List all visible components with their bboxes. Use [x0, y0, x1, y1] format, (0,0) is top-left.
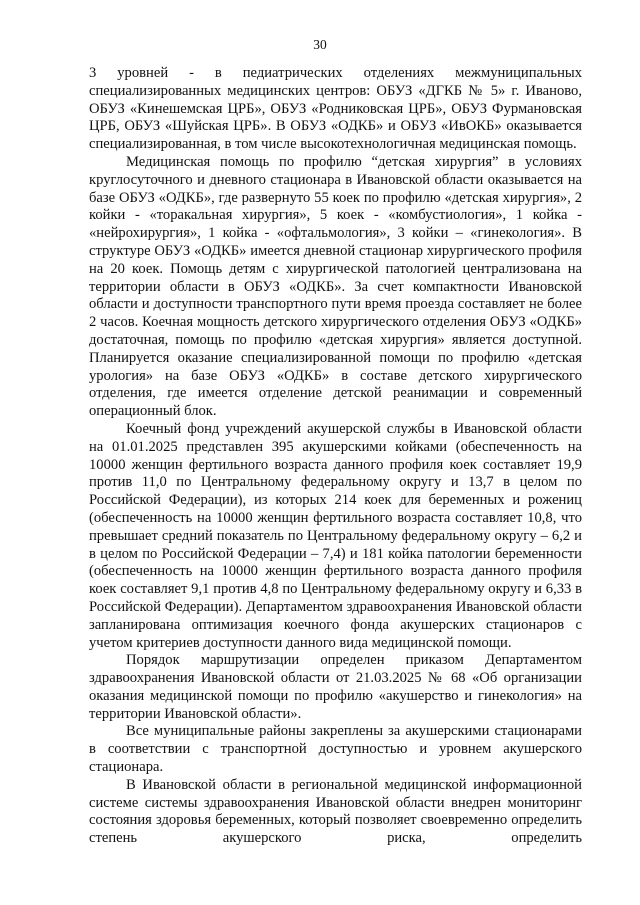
document-body [89, 65, 582, 848]
paragraph-pediatric-centers: 3 уровней - в педиатрических отделениях межмуниципальных специализированных медицинских центров: ОБУЗ «ДГКБ № 5» г. Иваново, ОБУЗ «Кинешемская ЦРБ», ОБУЗ «Родниковская ЦРБ», ОБУЗ Фурмановская ЦРБ, ОБУЗ «Шуйская ЦРБ». В ОБУЗ «ОДКБ» и ОБУЗ «ИвОКБ» оказывается специализированная, в том числе высокотехнологичная медицинская помощь. [89, 65, 582, 153]
paragraph-pregnancy-monitoring: В Ивановской области в региональной медицинской информационной системе системы здравоохранения Ивановской области внедрен мониторинг состояния здоровья беременных, который позволяет своевременно определить степень акушерского риска, определить [89, 776, 582, 847]
paragraph-obstetric-bed-fund: Коечный фонд учреждений акушерской службы в Ивановской области на 01.01.2025 представлен 395 акушерскими койками (обеспеченность на 10000 женщин фертильного возраста данного профиля коек составляет 19,9 против 11,0 по Центральному федеральному округу и 13,7 в целом по Российской Федерации), из которых 214 коек для беременных и рожениц (обеспеченность на 10000 женщин фертильного возраста составляет 10,8, что превышает средний показатель по Центральному федеральному округу – 6,2 и в целом по Российской Федерации – 7,4) и 181 койка патологии беременности (обеспеченность на 10000 женщин фертильного возраста данного профиля коек составляет 9,1 против 4,8 по Центральному федеральному округу и 6,33 в Российской Федерации). Департаментом здравоохранения Ивановской области запланирована оптимизация коечного фонда акушерских стационаров с учетом критериев доступности данного вида медицинской помощи. [89, 420, 582, 651]
paragraph-pediatric-surgery: Медицинская помощь по профилю “детская хирургия” в условиях круглосуточного и дневного стационара в Ивановской области оказывается на базе ОБУЗ «ОДКБ», где развернуто 55 коек по профилю «детская хирургия», 2 койки - «торакальная хирургия», 5 коек - «комбустиология», 1 койка - «нейрохирургия», 1 койка - «офтальмология», 3 койки – «гинекология». В структуре ОБУЗ «ОДКБ» имеется дневной стационар хирургического профиля на 20 коек. Помощь детям с хирургической патологией централизована на территории области в ОБУЗ «ОДКБ». За счет компактности Ивановской области и доступности транспортного пути время проезда составляет не более 2 часов. Коечная мощность детского хирургического отделения ОБУЗ «ОДКБ» достаточная, помощь по профилю «детская хирургия» является доступной. Планируется оказание специализированной помощи по профилю «детская урология» на базе ОБУЗ «ОДКБ» в составе детского хирургического отделения, где имеется отделение детской реанимации и современный операционный блок. [89, 153, 582, 420]
page-number: 30 [313, 37, 327, 52]
paragraph-routing-order: Порядок маршрутизации определен приказом Департаментом здравоохранения Ивановской области от 21.03.2025 № 68 «Об организации оказания медицинской помощи по профилю «акушерство и гинекология» на территории Ивановской области». [89, 652, 582, 722]
paragraph-municipal-districts: Все муниципальные районы закреплены за акушерскими стационарами в соответствии с транспортной доступностью и уровнем акушерского стационара. [89, 723, 582, 776]
